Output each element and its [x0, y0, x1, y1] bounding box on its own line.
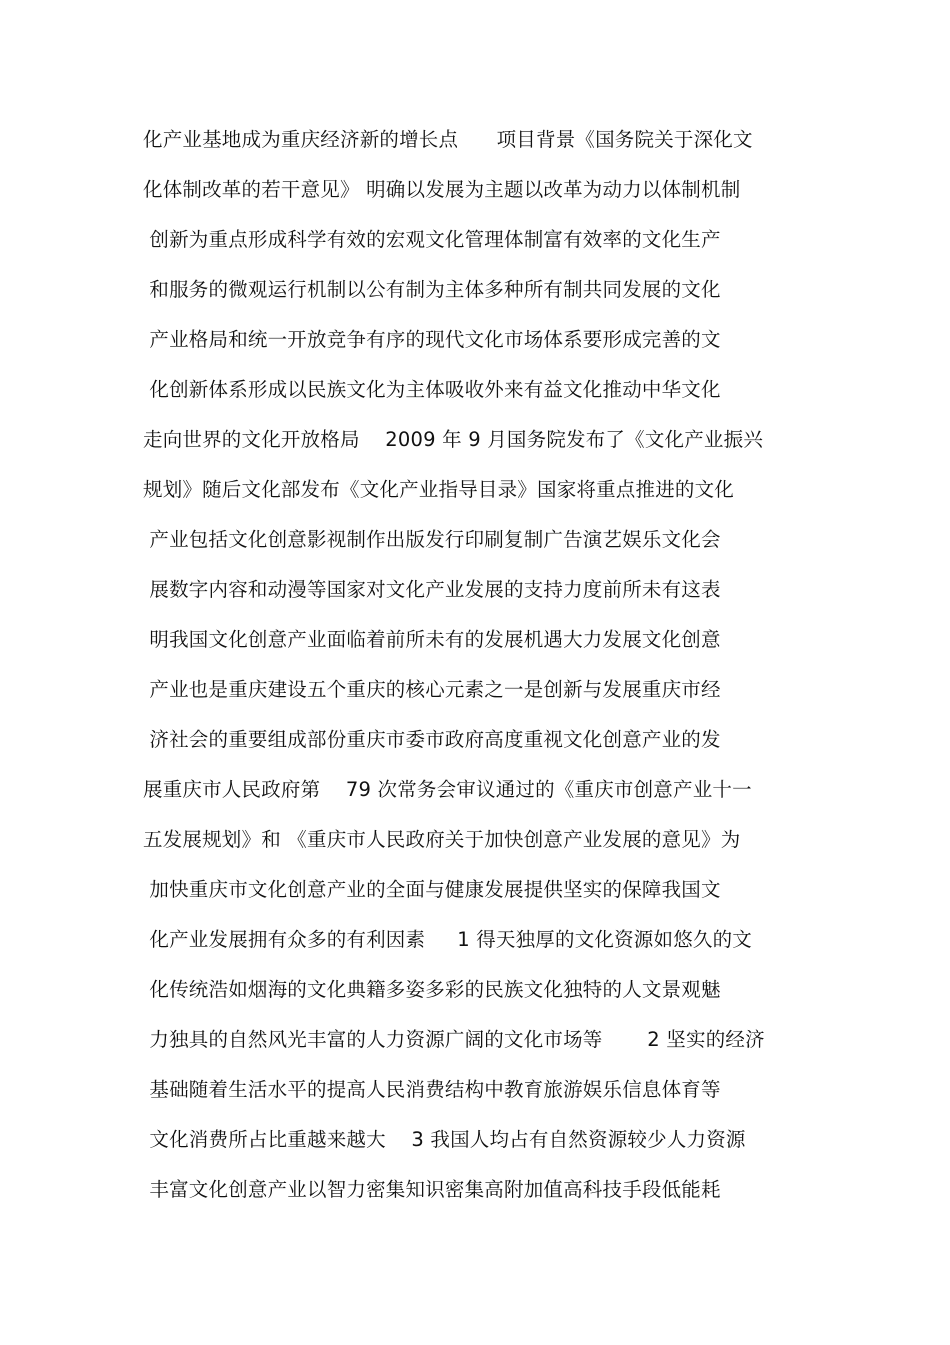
text-line-16: 加快重庆市文化创意产业的全面与健康发展提供坚实的保障我国文: [143, 878, 721, 901]
text-line-7: 走向世界的文化开放格局 2009 年 9 月国务院发布了《文化产业振兴: [143, 428, 764, 451]
text-line-13: 济社会的重要组成部份重庆市委市政府高度重视文化创意产业的发: [143, 728, 721, 751]
text-line-14: 展重庆市人民政府第 79 次常务会审议通过的《重庆市创意产业十一: [143, 778, 752, 801]
text-line-10: 展数字内容和动漫等国家对文化产业发展的支持力度前所未有这表: [143, 578, 721, 601]
text-line-20: 基础随着生活水平的提高人民消费结构中教育旅游娱乐信息体育等: [143, 1078, 721, 1101]
text-line-4: 和服务的微观运行机制以公有制为主体多种所有制共同发展的文化: [143, 278, 721, 301]
text-line-12: 产业也是重庆建设五个重庆的核心元素之一是创新与发展重庆市经: [143, 678, 721, 701]
text-line-19: 力独具的自然风光丰富的人力资源广阔的文化市场等 2 坚实的经济: [143, 1028, 765, 1051]
text-line-11: 明我国文化创意产业面临着前所未有的发展机遇大力发展文化创意: [143, 628, 721, 651]
text-line-18: 化传统浩如烟海的文化典籍多姿多彩的民族文化独特的人文景观魅: [143, 978, 721, 1001]
text-line-21: 文化消费所占比重越来越大 3 我国人均占有自然资源较少人力资源: [143, 1128, 746, 1151]
text-line-1: 化产业基地成为重庆经济新的增长点 项目背景《国务院关于深化文: [143, 128, 753, 151]
text-line-17: 化产业发展拥有众多的有利因素 1 得天独厚的文化资源如悠久的文: [143, 928, 752, 951]
text-line-6: 化创新体系形成以民族文化为主体吸收外来有益文化推动中华文化: [143, 378, 721, 401]
text-line-2: 化体制改革的若干意见》 明确以发展为主题以改革为动力以体制机制: [143, 178, 741, 201]
text-line-5: 产业格局和统一开放竞争有序的现代文化市场体系要形成完善的文: [143, 328, 721, 351]
text-line-22: 丰富文化创意产业以智力密集知识密集高附加值高科技手段低能耗: [143, 1178, 721, 1201]
text-line-3: 创新为重点形成科学有效的宏观文化管理体制富有效率的文化生产: [143, 228, 721, 251]
text-line-8: 规划》随后文化部发布《文化产业指导目录》国家将重点推进的文化: [143, 478, 735, 501]
text-line-15: 五发展规划》和 《重庆市人民政府关于加快创意产业发展的意见》为: [143, 828, 741, 851]
text-line-9: 产业包括文化创意影视制作出版发行印刷复制广告演艺娱乐文化会: [143, 528, 721, 551]
